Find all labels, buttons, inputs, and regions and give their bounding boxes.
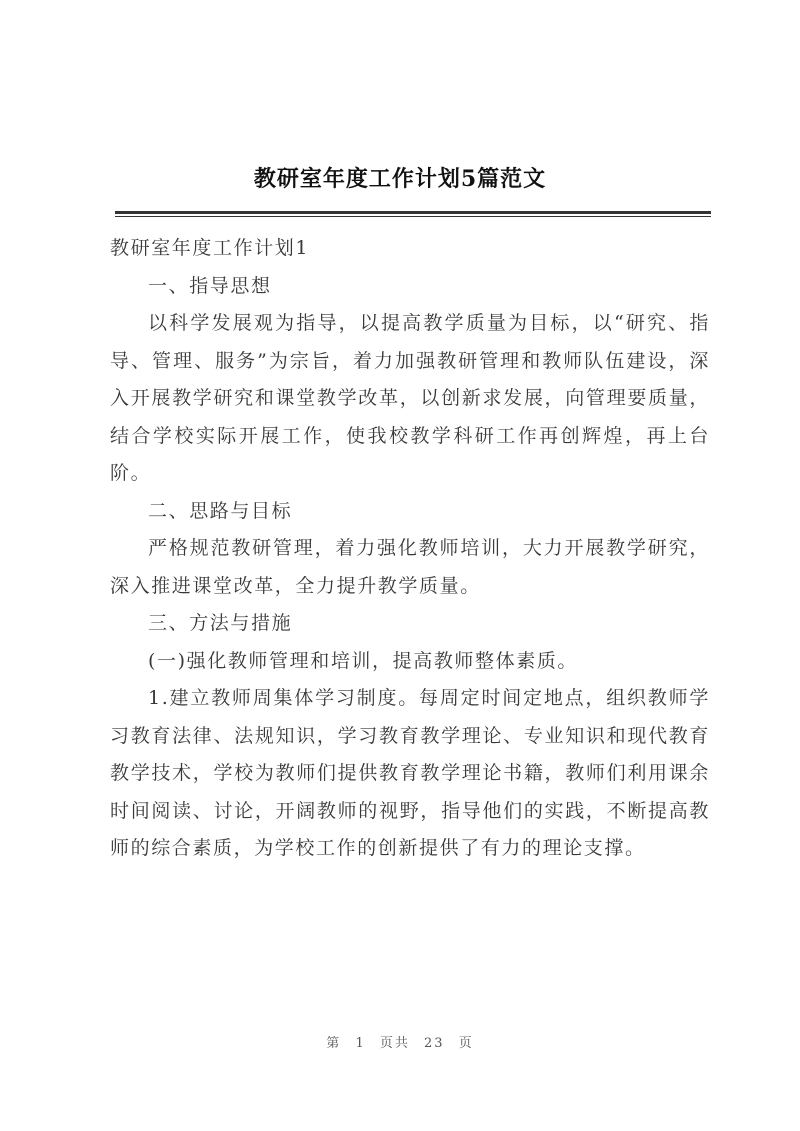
section-heading: 教研室年度工作计划1 — [110, 237, 310, 259]
footer-current-page: 1 — [355, 1036, 366, 1051]
footer-prefix: 第 — [326, 1036, 342, 1051]
paragraph-ideas-and-goals: 严格规范教研管理，着力强化教师培训，大力开展教学研究，深入推进课堂改革，全力提升教学质量。 — [110, 537, 710, 597]
footer-total-pages: 23 — [424, 1036, 445, 1051]
document-title: 教研室年度工作计划5篇范文 — [253, 166, 547, 192]
paragraph-guiding-ideology: 以科学发展观为指导，以提高教学质量为目标，以“研究、指导、管理、服务”为宗旨，着力加强教研管理和教师队伍建设，深入开展教学研究和课堂教学改革，以创新求发展，向管理要质量，结合学校实际开展工作，使我校教学科研工作再创辉煌，再上台阶。 — [110, 312, 710, 484]
page-footer — [0, 1032, 800, 1051]
paragraph-weekly-study-system: 1.建立教师周集体学习制度。每周定时间定地点，组织教师学习教育法律、法规知识，学习教育教学理论、专业知识和现代教育教学技术，学校为教师们提供教育教学理论书籍，教师们利用课余时间阅读、讨论，开阔教师的视野，指导他们的实践，不断提高教师的综合素质，为学校工作的创新提供了有力的理论支撑。 — [110, 687, 710, 859]
title-divider-thin — [115, 216, 711, 217]
heading-ideas-and-goals: 二、思路与目标 — [148, 499, 293, 522]
title-divider-thick — [115, 211, 711, 214]
subheading-teacher-management: (一)强化教师管理和培训，提高教师整体素质。 — [148, 649, 579, 672]
footer-middle: 页共 — [379, 1036, 410, 1051]
footer-suffix: 页 — [458, 1036, 474, 1051]
heading-guiding-ideology: 一、指导思想 — [148, 274, 272, 297]
heading-methods-and-measures: 三、方法与措施 — [148, 612, 293, 634]
document-body — [110, 230, 710, 868]
